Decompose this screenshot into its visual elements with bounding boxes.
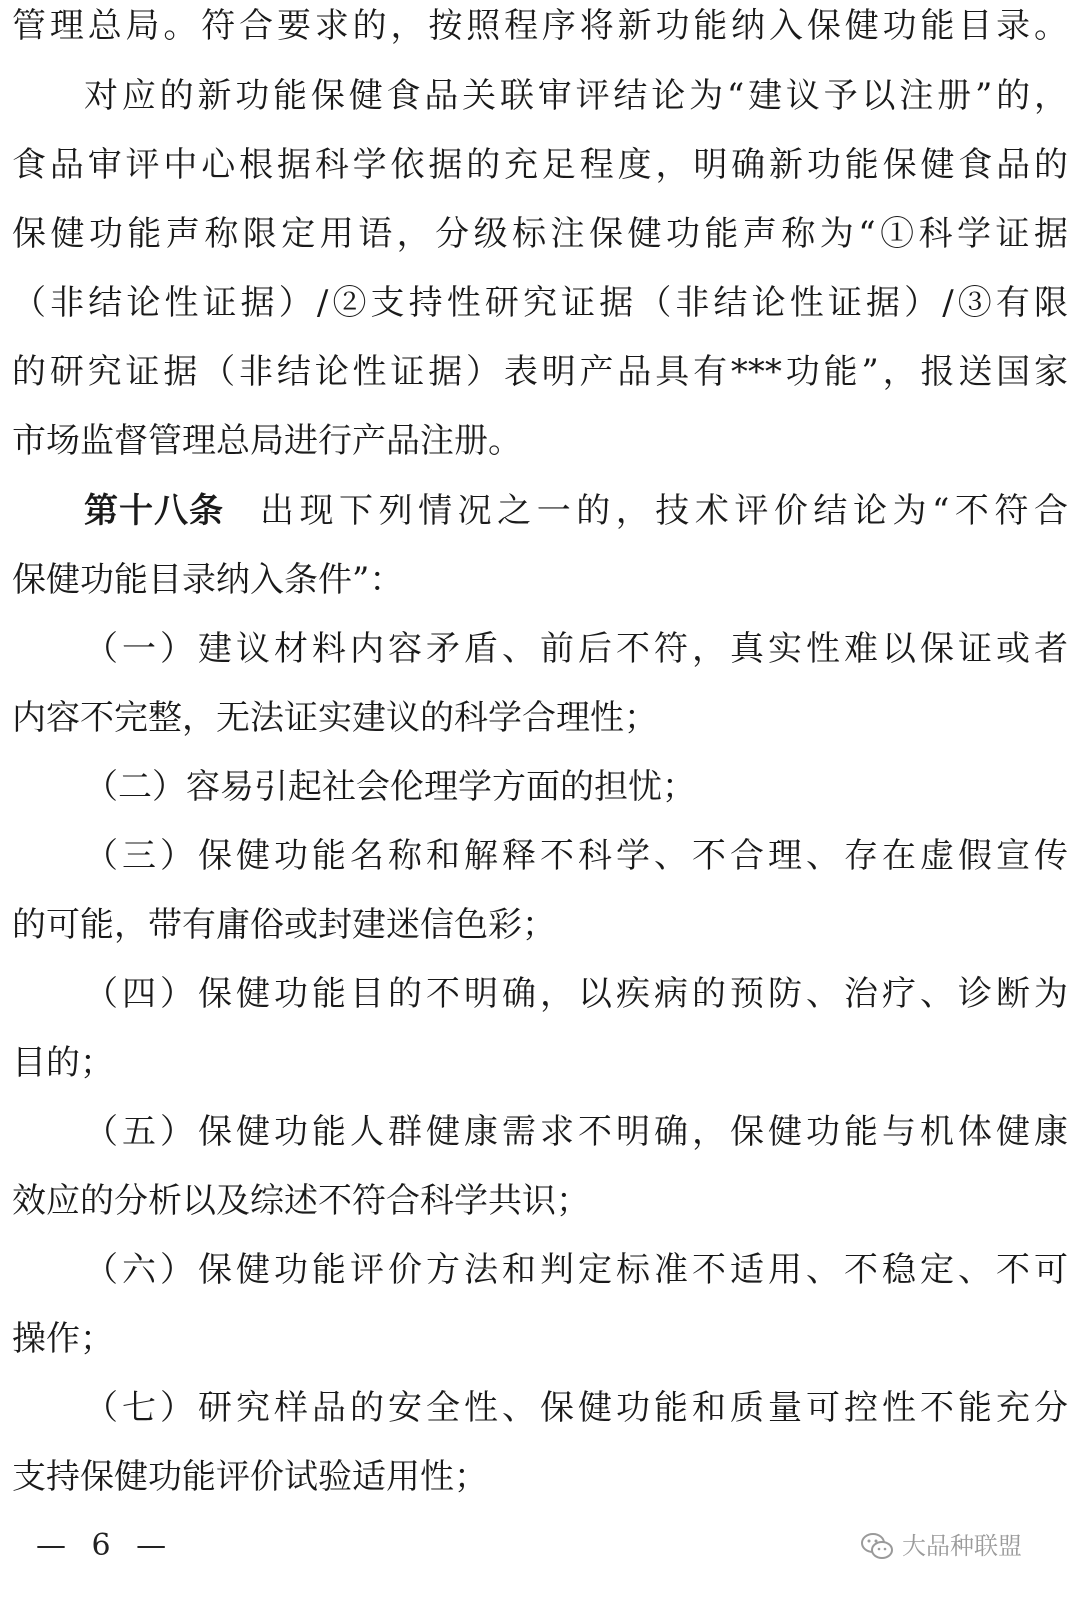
paragraph-line: 管理总局。符合要求的，按照程序将新功能纳入保健功能目录。 (12, 6, 1068, 46)
article-label: 第十八条 (84, 491, 224, 531)
list-item-continuation: 操作； (12, 1319, 114, 1359)
paragraph-line: （非结论性证据）/②支持性研究证据（非结论性证据）/③有限 (12, 283, 1068, 323)
paragraph-line: 市场监督管理总局进行产品注册。 (12, 421, 522, 461)
watermark (860, 1528, 1022, 1564)
list-item-continuation: 内容不完整，无法证实建议的科学合理性； (12, 698, 658, 738)
list-item: （七）研究样品的安全性、保健功能和质量可控性不能充分 (84, 1388, 1068, 1428)
list-item-continuation: 的可能，带有庸俗或封建迷信色彩； (12, 905, 556, 945)
wechat-icon (860, 1531, 894, 1561)
paragraph-line: 对应的新功能保健食品关联审评结论为“建议予以注册”的， (84, 76, 1068, 116)
list-item: （三）保健功能名称和解释不科学、不合理、存在虚假宣传 (84, 836, 1068, 876)
watermark-text: 大品种联盟 (902, 1532, 1022, 1560)
list-item: （二）容易引起社会伦理学方面的担忧； (84, 767, 696, 807)
list-item: （五）保健功能人群健康需求不明确，保健功能与机体健康 (84, 1112, 1068, 1152)
page-number: — 6 — (36, 1528, 175, 1563)
paragraph-line: 保健功能声称限定用语，分级标注保健功能声称为“①科学证据 (12, 214, 1068, 254)
list-item: （一）建议材料内容矛盾、前后不符，真实性难以保证或者 (84, 629, 1068, 669)
list-item-continuation: 效应的分析以及综述不符合科学共识； (12, 1181, 590, 1221)
article-18-heading (84, 487, 1068, 535)
list-item-continuation: 支持保健功能评价试验适用性； (12, 1457, 488, 1497)
paragraph-line: 食品审评中心根据科学依据的充足程度，明确新功能保健食品的 (12, 145, 1068, 185)
paragraph-line: 的研究证据（非结论性证据）表明产品具有***功能”，报送国家 (12, 352, 1068, 392)
article-intro-line: 保健功能目录纳入条件”： (12, 560, 404, 600)
list-item: （四）保健功能目的不明确，以疾病的预防、治疗、诊断为 (84, 974, 1068, 1014)
list-item: （六）保健功能评价方法和判定标准不适用、不稳定、不可 (84, 1250, 1068, 1290)
article-intro: 出现下列情况之一的，技术评价结论为“不符合 (260, 491, 1068, 531)
list-item-continuation: 目的； (12, 1043, 114, 1083)
